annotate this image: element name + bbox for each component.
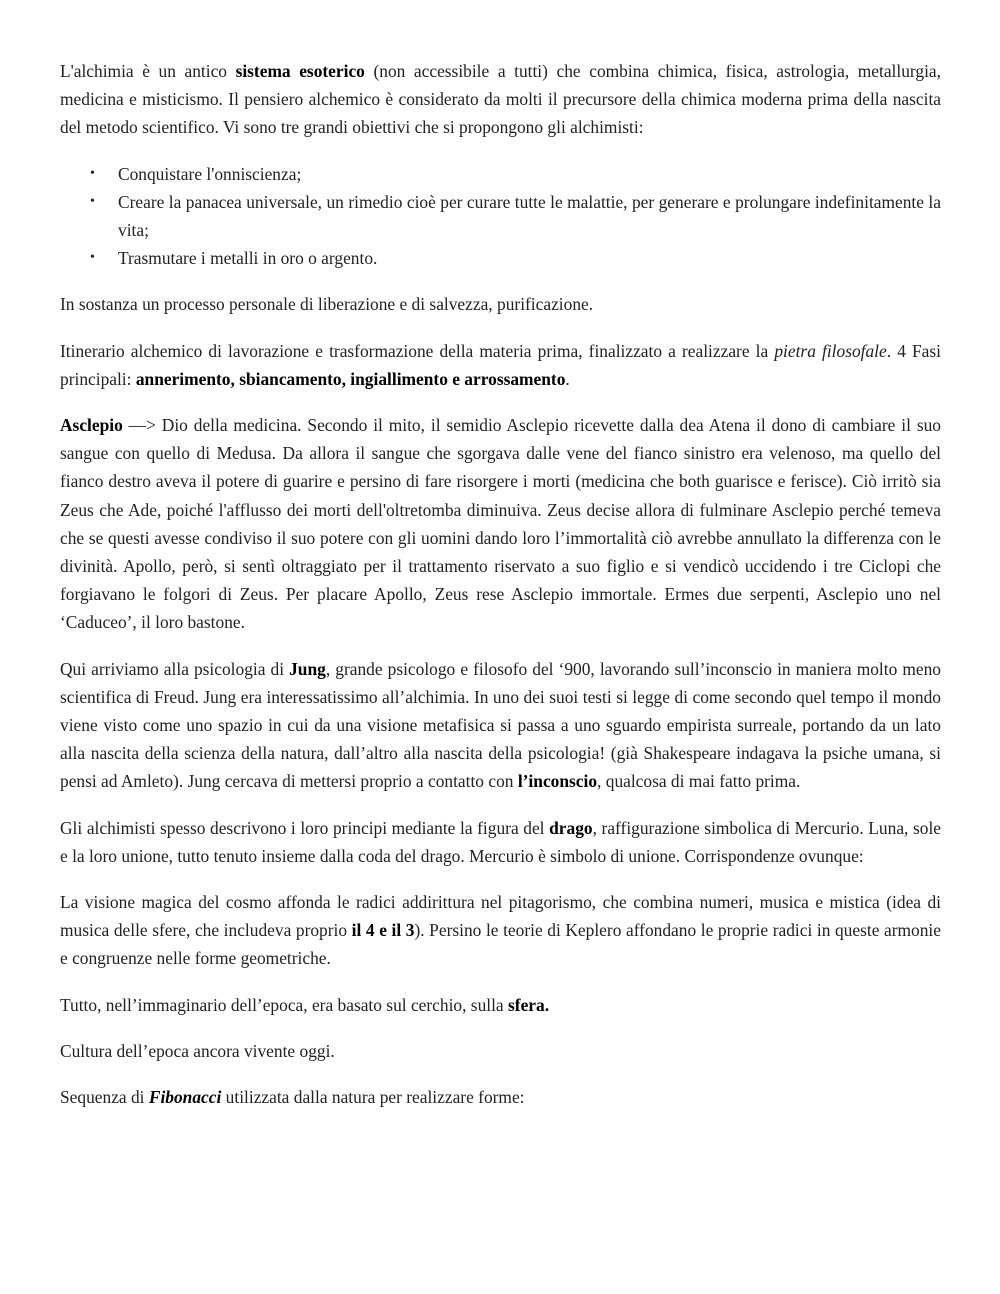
term-sfera: sfera. <box>508 994 550 1015</box>
term-asclepio: Asclepio <box>60 415 123 436</box>
text-run: , qualcosa di mai fatto prima. <box>597 771 801 792</box>
term-pietra-filosofale: pietra filosofale <box>774 340 887 361</box>
term-4-e-3: il 4 e il 3 <box>351 920 415 941</box>
text-run: (non accessibile a tutti) che combina chimica, fisica, astrologia, metallurgia, medicina e misticismo. Il pensiero alchemico è considerato da molti il precursore della chimica moderna prima della nascita del metodo scientifico. Vi sono tre grandi obiettivi che si propongono gli alchimisti: <box>60 61 941 138</box>
paragraph-jung <box>60 655 941 796</box>
term-drago: drago <box>549 817 593 838</box>
term-fasi: annerimento, sbiancamento, ingiallimento e arrossamento <box>135 368 566 389</box>
text-run: . <box>565 368 570 389</box>
paragraph-sostanza: In sostanza un processo personale di liberazione e di salvezza, purificazione. <box>60 294 594 315</box>
objectives-list <box>60 160 941 273</box>
text-run: L'alchimia è un antico <box>60 61 236 81</box>
paragraph-sfera <box>60 991 941 1019</box>
text-run: Itinerario alchemico di lavorazione e trasformazione della materia prima, finalizzato a realizzare la <box>60 340 775 361</box>
paragraph-fibonacci <box>60 1083 941 1111</box>
list-item <box>90 160 941 188</box>
paragraph-asclepio <box>60 411 941 637</box>
list-item-text: Creare la panacea universale, un rimedio cioè per curare tutte le malattie, per generare e prolungare indefinitamente la vita; <box>118 191 941 241</box>
paragraph-intro <box>60 57 941 142</box>
list-item-text: Conquistare l'onniscienza; <box>118 163 302 184</box>
text-run: Gli alchimisti spesso descrivono i loro principi mediante la figura del <box>60 817 550 838</box>
text-run: ). Persino le teorie di Keplero affondano le proprie radici in queste armonie e congruenze nelle forme geometriche. <box>60 920 941 969</box>
term-jung: Jung <box>289 658 326 679</box>
text-run: utilizzata dalla natura per realizzare forme: <box>221 1087 525 1108</box>
text-run: . 4 Fasi principali: <box>60 340 941 389</box>
text-run: —> Dio della medicina. Secondo il mito, il semidio Asclepio ricevette dalla dea Atena il dono di cambiare il suo sangue con quello di Medusa. Da allora il sangue che sgorgava dalle vene del fianco sinistro era velenoso, ma quello del fianco destro aveva il potere di guarire e persino di fare risorgere i morti (medicina che both guarisce e ferisce). Ciò irritò sia Zeus che Ade, poiché l'afflusso dei morti dell'oltretomba diminuiva. Zeus decise allora di fulminare Asclepio perché temeva che se questi avesse condiviso il suo potere con gli uomini dando loro l’immortalità ciò avrebbe annullato la differenza con le divinità. Apollo, però, si sentì oltraggiato per il trattamento riservato a suo figlio e si vendicò uccidendo i tre Ciclopi che forgiavano le folgori di Zeus. Per placare Apollo, Zeus rese Asclepio immortale. Ermes due serpenti, Asclepio uno nel ‘Caduceo’, il loro bastone. <box>60 415 941 633</box>
text-run: , grande psicologo e filosofo del ‘900, lavorando sull’inconscio in maniera molto meno scientifica di Freud. Jung era interessatissimo all’alchimia. In uno dei suoi testi si legge di come secondo quel tempo il mondo viene visto come uno spazio in cui da una visione metafisica si passa a uno sguardo empirista surreale, portando da un lato alla nascita della scienza della natura, dall’altro alla nascita della psicologia! (già Shakespeare indagava la psiche umana, si pensi ad Amleto). Jung cercava di mettersi proprio a contatto con <box>60 658 941 792</box>
text-run: Sequenza di <box>60 1087 149 1108</box>
list-item-text: Trasmutare i metalli in oro o argento. <box>118 248 378 269</box>
text-run: , raffigurazione simbolica di Mercurio. Luna, sole e la loro unione, tutto tenuto insieme dalla coda del drago. Mercurio è simbolo di unione. Corrispondenze ovunque: <box>60 817 941 866</box>
list-item <box>90 188 941 244</box>
term-inconscio: l’inconscio <box>517 771 598 792</box>
bullet-icon: • <box>90 193 95 209</box>
paragraph-drago <box>60 814 941 870</box>
list-item <box>90 244 941 272</box>
text-run: Qui arriviamo alla psicologia di <box>60 658 290 679</box>
paragraph-cosmo <box>60 888 941 973</box>
bullet-icon: • <box>90 250 95 266</box>
paragraph-itinerario <box>60 337 941 393</box>
paragraph-cultura: Cultura dell’epoca ancora vivente oggi. <box>60 1040 335 1061</box>
text-run: Tutto, nell’immaginario dell’epoca, era basato sul cerchio, sulla <box>60 994 509 1015</box>
bullet-icon: • <box>90 165 95 181</box>
text-run: La visione magica del cosmo affonda le radici addirittura nel pitagorismo, che combina numeri, musica e mistica (idea di musica delle sfere, che includeva proprio <box>60 892 941 941</box>
term-sistema-esoterico: sistema esoterico <box>235 61 365 81</box>
term-fibonacci: Fibonacci <box>148 1087 222 1108</box>
